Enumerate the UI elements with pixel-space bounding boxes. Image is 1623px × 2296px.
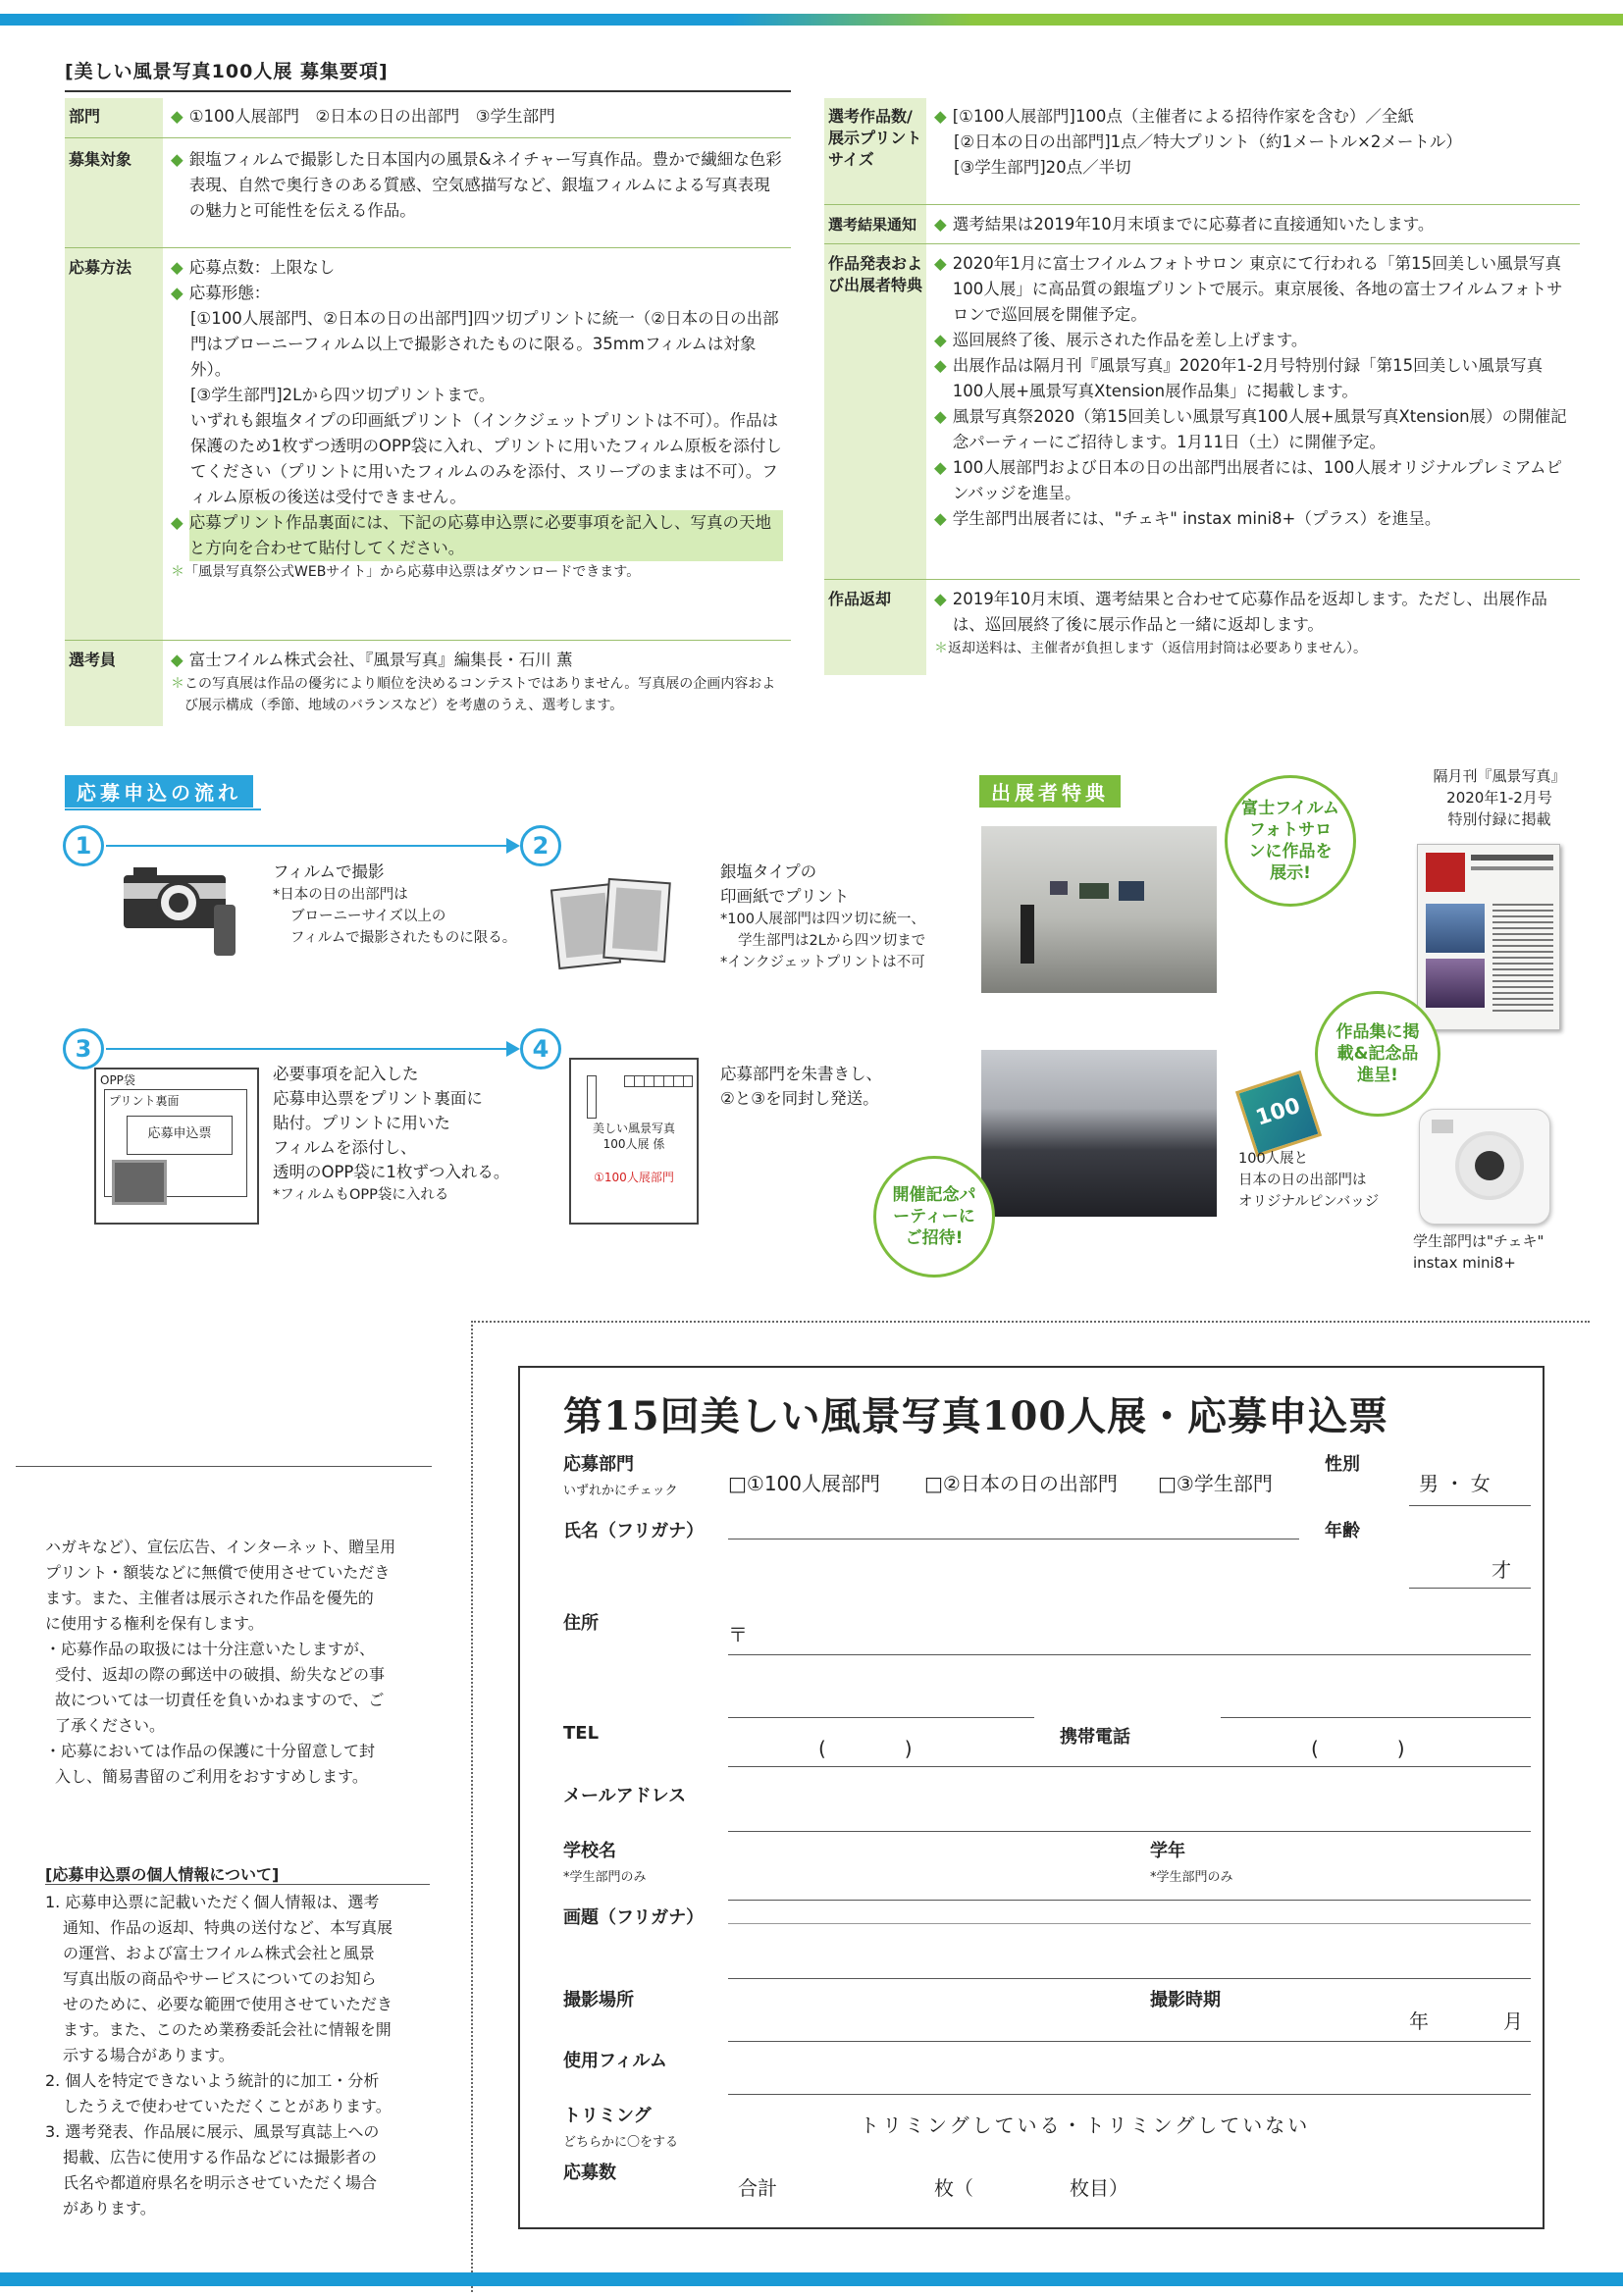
- recruit-title: [美しい風景写真100人展 募集要項]: [65, 61, 389, 82]
- school-sub: *学生部門のみ: [563, 1870, 647, 1885]
- judge-note: この写真展は作品の優劣により順位を決めるコンテストではありません。写真展の企画内容および展示構成（季節、地域のバランスなど）を考慮のうえ、選考します。: [184, 676, 776, 713]
- label-department: 部門: [69, 107, 101, 126]
- step-arrow: [106, 845, 518, 847]
- tel-label: TEL: [563, 1723, 600, 1744]
- benefit-item-5: 100人展部門および日本の日の出部門出展者には、100人展オリジナルプレミアムピンバッジを進呈。: [952, 458, 1563, 502]
- divider: [824, 204, 1580, 205]
- badge-caption-1: 100人展と: [1238, 1151, 1309, 1167]
- benefit-item-4: 風景写真祭2020（第15回美しい風景写真100人展+風景写真Xtension展）の開催記念パーティーにご招待します。1月11日（土）に開催予定。: [952, 407, 1567, 451]
- count-item-1: [①100人展部門]100点（主催者による招待作家を含む）／全紙: [952, 107, 1414, 126]
- form-title: 第15回美しい風景写真100人展・応募申込票: [563, 1393, 1389, 1439]
- step2-note-3: *インクジェットプリントは不可: [720, 955, 925, 970]
- camera-caption-1: 学生部門は"チェキ": [1413, 1232, 1544, 1250]
- party-photo: [981, 1050, 1217, 1217]
- bubble-party: 開催記念パーティーにご招待!: [873, 1156, 995, 1278]
- address-line-2b[interactable]: [1221, 1717, 1531, 1718]
- step2-note-1: *100人展部門は四ツ切に統一、: [720, 912, 925, 927]
- flow-title-underline: [65, 809, 261, 810]
- count-label: 応募数: [563, 2163, 616, 2183]
- step1-note-3: フィルムで撮影されたものに限る。: [290, 930, 517, 946]
- trim-label: トリミング: [563, 2106, 652, 2126]
- grade-label: 学年: [1150, 1841, 1185, 1861]
- note-line: ・応募作品の取扱には十分注意いたしますが、: [45, 1640, 376, 1658]
- method-item-count: 応募点数：上限なし: [188, 258, 336, 277]
- step3-note: *フィルムもOPP袋に入れる: [273, 1187, 449, 1203]
- privacy-line: 通知、作品の返却、特典の送付など、本写真展: [63, 1918, 393, 1937]
- tel-line: [728, 1766, 1531, 1767]
- privacy-line: したうえで使わせていただくことがあります。: [63, 2097, 392, 2115]
- target-text: 銀塩フィルムで撮影した日本国内の風景&ネイチャー写真作品。豊かで繊細な色彩表現、自然で奥行きのある質感、空気感描写など、銀塩フィルムによる写真表現の魅力と可能性を伝える作品。: [188, 150, 782, 220]
- address-label: 住所: [563, 1613, 599, 1634]
- postal-mark: 〒: [728, 1623, 748, 1646]
- dept-sub: いずれかにチェック: [563, 1484, 678, 1498]
- school-line[interactable]: [728, 1900, 1531, 1901]
- form-label-box: 応募申込票: [127, 1116, 233, 1155]
- label-benefit: 作品発表および出展者特典: [828, 254, 923, 294]
- step3-number: 3: [63, 1028, 104, 1070]
- film-canister-icon: [214, 905, 236, 956]
- privacy-line: 掲載、広告に使用する作品などには撮影者の: [63, 2148, 378, 2166]
- notify-text: 選考結果は2019年10月末頃までに応募者に直接通知いたします。: [952, 215, 1435, 234]
- cut-line-horizontal: [471, 1321, 1590, 1323]
- stamp-box: [587, 1075, 597, 1119]
- age-unit: 才: [1492, 1558, 1511, 1582]
- title-rule: [65, 90, 791, 92]
- step3-line-1: 必要事項を記入した: [273, 1065, 419, 1083]
- title-furigana-line[interactable]: [728, 1923, 1531, 1924]
- step1-note-2: ブローニーサイズ以上の: [290, 909, 446, 924]
- school-label: 学校名: [563, 1841, 616, 1861]
- envelope-icon: [569, 1058, 699, 1225]
- pin-badge-icon: 100: [1235, 1070, 1322, 1157]
- magazine-caption-2: 2020年1-2月号: [1446, 789, 1552, 807]
- trim-options[interactable]: トリミングしている・トリミングしていない: [860, 2113, 1311, 2137]
- bubble-collection: 作品集に掲載&記念品進呈!: [1315, 991, 1440, 1117]
- cut-line-vertical: [471, 1321, 473, 2292]
- privacy-line: があります。: [63, 2199, 156, 2218]
- privacy-line: 3. 選考発表、作品展に展示、風景写真誌上への: [45, 2122, 380, 2141]
- gender-line: [1409, 1505, 1531, 1506]
- benefit-item-1: 2020年1月に富士フイルムフォトサロン 東京にて行われる「第15回美しい風景写真100人展」に高品質の銀塩プリントで展示。東京展後、各地の富士フイルムフォトサロンで巡回展を開催予定。: [952, 254, 1563, 324]
- method-note: 「風景写真祭公式WEBサイト」から応募申込票はダウンロードできます。: [184, 564, 641, 580]
- divider: [824, 579, 1580, 580]
- privacy-line: 1. 応募申込票に記載いただく個人情報は、選考: [45, 1893, 380, 1911]
- note-line: 故については一切責任を負いかねますので、ご: [55, 1691, 385, 1709]
- trim-sub: どちらかに〇をする: [563, 2135, 679, 2150]
- step3-line-3: 貼付。プリントに用いた: [273, 1114, 450, 1132]
- postal-code-boxes: [624, 1075, 693, 1087]
- address-line-1[interactable]: [728, 1654, 1531, 1655]
- instax-camera-icon: [1419, 1109, 1550, 1225]
- film-line[interactable]: [728, 2094, 1531, 2095]
- step1-note-1: *日本の日の出部門は: [273, 887, 408, 903]
- envelope-line-1: 美しい風景写真: [592, 1122, 675, 1135]
- opp-label: OPP袋: [100, 1073, 135, 1087]
- step2-number: 2: [520, 825, 561, 866]
- title-line[interactable]: [728, 1978, 1531, 1979]
- note-line: 入し、簡易書留のご利用をおすすめします。: [55, 1767, 368, 1786]
- count-item-2: [②日本の日の出部門]1点／特大プリント（約1メートル×2メートル）: [954, 132, 1462, 151]
- label-judge: 選考員: [69, 651, 117, 669]
- step1-number: 1: [63, 825, 104, 866]
- benefit-item-2: 巡回展終了後、展示された作品を差し上げます。: [952, 331, 1308, 349]
- step2-line-1: 銀塩タイプの: [720, 862, 817, 881]
- notes-rule: [16, 1466, 432, 1467]
- benefit-item-6: 学生部門出展者には、"チェキ" instax mini8+（プラス）を進呈。: [952, 509, 1441, 528]
- age-label: 年齢: [1325, 1521, 1360, 1541]
- divider: [65, 137, 791, 138]
- gender-options[interactable]: 男 ・ 女: [1419, 1472, 1491, 1495]
- year-label: 年: [1409, 2009, 1429, 2033]
- note-line: ハガキなど）、宣伝広告、インターネット、贈呈用: [45, 1538, 396, 1556]
- privacy-line: の運営、および富士フイルム株式会社と風景: [63, 1944, 375, 1962]
- note-line: プリント・額装などに無償で使用させていただき: [45, 1563, 391, 1582]
- label-method: 応募方法: [69, 258, 132, 277]
- bottom-color-bar: [0, 2272, 1623, 2286]
- step1-line: フィルムで撮影: [273, 862, 385, 881]
- time-label: 撮影時期: [1150, 1990, 1221, 2010]
- sheets-end-label: 枚目）: [1070, 2176, 1128, 2200]
- badge-caption-2: 日本の日の出部門は: [1238, 1173, 1367, 1188]
- method-highlight: 応募プリント作品裏面には、下記の応募申込票に必要事項を記入し、写真の天地と方向を合わせて貼付してください。: [189, 510, 783, 561]
- film-strip-icon: [112, 1160, 167, 1205]
- return-note: 返却送料は、主催者が負担します（返信用封筒は必要ありません）。: [948, 641, 1367, 656]
- divider: [824, 243, 1580, 244]
- print-back-label: プリント裏面: [109, 1094, 180, 1108]
- step3-line-5: 透明のOPP袋に1枚ずつ入れる。: [273, 1163, 510, 1181]
- privacy-line: 写真出版の商品やサービスについてのお知ら: [63, 1969, 377, 1988]
- tel-paren[interactable]: ( ): [818, 1737, 913, 1760]
- magazine-caption-1: 隔月刊『風景写真』: [1433, 767, 1566, 785]
- return-text: 2019年10月末頃、選考結果と合わせて応募作品を返却します。ただし、出展作品は、巡回展終了後に展示作品と一緒に返却します。: [952, 590, 1547, 634]
- film-label: 使用フィルム: [563, 2051, 667, 2071]
- note-line: ・応募においては作品の保護に十分留意して封: [45, 1742, 376, 1760]
- benefit-item-3: 出展作品は隔月刊『風景写真』2020年1-2月号特別付録「第15回美しい風景写真100人展+風景写真Xtension展作品集」に掲載します。: [952, 356, 1544, 400]
- opp-bag-diagram: [94, 1068, 259, 1225]
- gender-label: 性別: [1325, 1454, 1360, 1475]
- method-detail-1: [①100人展部門、②日本の日の出部門]四ツ切プリントに統一（②日本の日の出部門はブローニーフィルム以上で撮影されたものに限る。35mmフィルムは対象外）。: [190, 309, 779, 379]
- grade-sub: *学生部門のみ: [1150, 1870, 1233, 1885]
- title-label: 画題（フリガナ）: [563, 1907, 705, 1928]
- label-target: 募集対象: [69, 150, 132, 169]
- step4-line-1: 応募部門を朱書きし、: [720, 1065, 882, 1083]
- note-line: に使用する権利を保有します。: [45, 1614, 264, 1633]
- place-line[interactable]: [728, 2041, 1531, 2042]
- department-text: ①100人展部門 ②日本の日の出部門 ③学生部門: [188, 107, 555, 126]
- top-color-bar: [0, 14, 1623, 26]
- step3-line-2: 応募申込票をプリント裏面に: [273, 1089, 483, 1108]
- exhibition-photo: [981, 826, 1217, 993]
- privacy-line: 示する場合があります。: [63, 2046, 235, 2064]
- method-detail-2: [③学生部門]2Lから四ツ切プリントまで。: [190, 386, 496, 404]
- flow-title: 応募申込の流れ: [65, 775, 253, 808]
- count-item-3: [③学生部門]20点／半切: [954, 158, 1131, 177]
- divider: [65, 640, 791, 641]
- mobile-paren[interactable]: ( ): [1311, 1737, 1405, 1760]
- magazine-caption-3: 特別付録に掲載: [1447, 810, 1551, 828]
- dept-label: 応募部門: [563, 1454, 634, 1475]
- address-line-2a[interactable]: [728, 1717, 1034, 1718]
- privacy-line: 氏名や都道府県名を明示させていただく場合: [63, 2173, 378, 2192]
- privacy-title: [応募申込票の個人情報について]: [45, 1865, 280, 1884]
- place-label: 撮影場所: [563, 1990, 634, 2010]
- note-line: ます。また、主催者は展示された作品を優先的: [45, 1589, 374, 1607]
- benefits-title: 出展者特典: [979, 775, 1121, 808]
- privacy-line: せのために、必要な範囲で使用させていただき: [63, 1995, 393, 2013]
- step3-line-4: フィルムを添付し、: [273, 1138, 417, 1157]
- judge-text: 富士フイルム株式会社、『風景写真』編集長・石川 薫: [188, 651, 573, 669]
- divider: [65, 247, 791, 248]
- note-line: 了承ください。: [55, 1716, 166, 1735]
- magazine-image: [1417, 844, 1560, 1030]
- note-line: 受付、返却の際の郵送中の破損、紛失などの事: [55, 1665, 386, 1684]
- dept-option-2[interactable]: □②日本の日の出部門: [924, 1472, 1118, 1495]
- label-return: 作品返却: [828, 590, 892, 608]
- name-label: 氏名（フリガナ）: [563, 1521, 705, 1541]
- step-arrow: [106, 1048, 518, 1050]
- badge-caption-3: オリジナルピンバッジ: [1238, 1194, 1380, 1210]
- step2-line-2: 印画紙でプリント: [720, 887, 850, 906]
- mail-line[interactable]: [728, 1831, 1531, 1832]
- prints-icon: [550, 873, 657, 981]
- mail-label: メールアドレス: [563, 1786, 687, 1806]
- method-detail-3: いずれも銀塩タイプの印画紙プリント（インクジェットプリントは不可）。作品は保護のため1枚ずつ透明のOPP袋に入れ、プリントに用いたフィルム原板を添付してください（プリントに用いたフィルムのみを添付、スリーブのままは不可）。フィルム原板の後送は受付できません。: [190, 411, 782, 506]
- label-notify: 選考結果通知: [828, 216, 917, 234]
- camera-caption-2: instax mini8+: [1413, 1254, 1516, 1272]
- privacy-rule: [45, 1884, 430, 1885]
- step2-note-2: 学生部門は2Lから四ツ切まで: [738, 933, 926, 949]
- sheets-label: 枚（: [934, 2176, 973, 2200]
- envelope-red-text: ①100人展部門: [594, 1171, 674, 1184]
- method-item-form: 応募形態：: [188, 284, 271, 302]
- privacy-line: 2. 個人を特定できないよう統計的に加工・分析: [45, 2071, 380, 2090]
- envelope-line-2: 100人展 係: [602, 1137, 665, 1151]
- step4-line-2: ②と③を同封し発送。: [720, 1089, 879, 1108]
- total-label: 合計: [738, 2176, 777, 2200]
- bubble-exhibit: 富士フイルムフォトサロンに作品を展示!: [1225, 775, 1356, 907]
- dept-option-1[interactable]: □①100人展部門: [728, 1472, 880, 1495]
- month-label: 月: [1503, 2009, 1523, 2033]
- age-line[interactable]: [1409, 1588, 1531, 1589]
- dept-option-3[interactable]: □③学生部門: [1158, 1472, 1273, 1495]
- label-count: 選考作品数/展示プリントサイズ: [828, 107, 922, 169]
- privacy-line: ます。また、このため業務委託会社に情報を開: [63, 2020, 392, 2039]
- step4-number: 4: [520, 1028, 561, 1070]
- mobile-label: 携帯電話: [1060, 1727, 1130, 1748]
